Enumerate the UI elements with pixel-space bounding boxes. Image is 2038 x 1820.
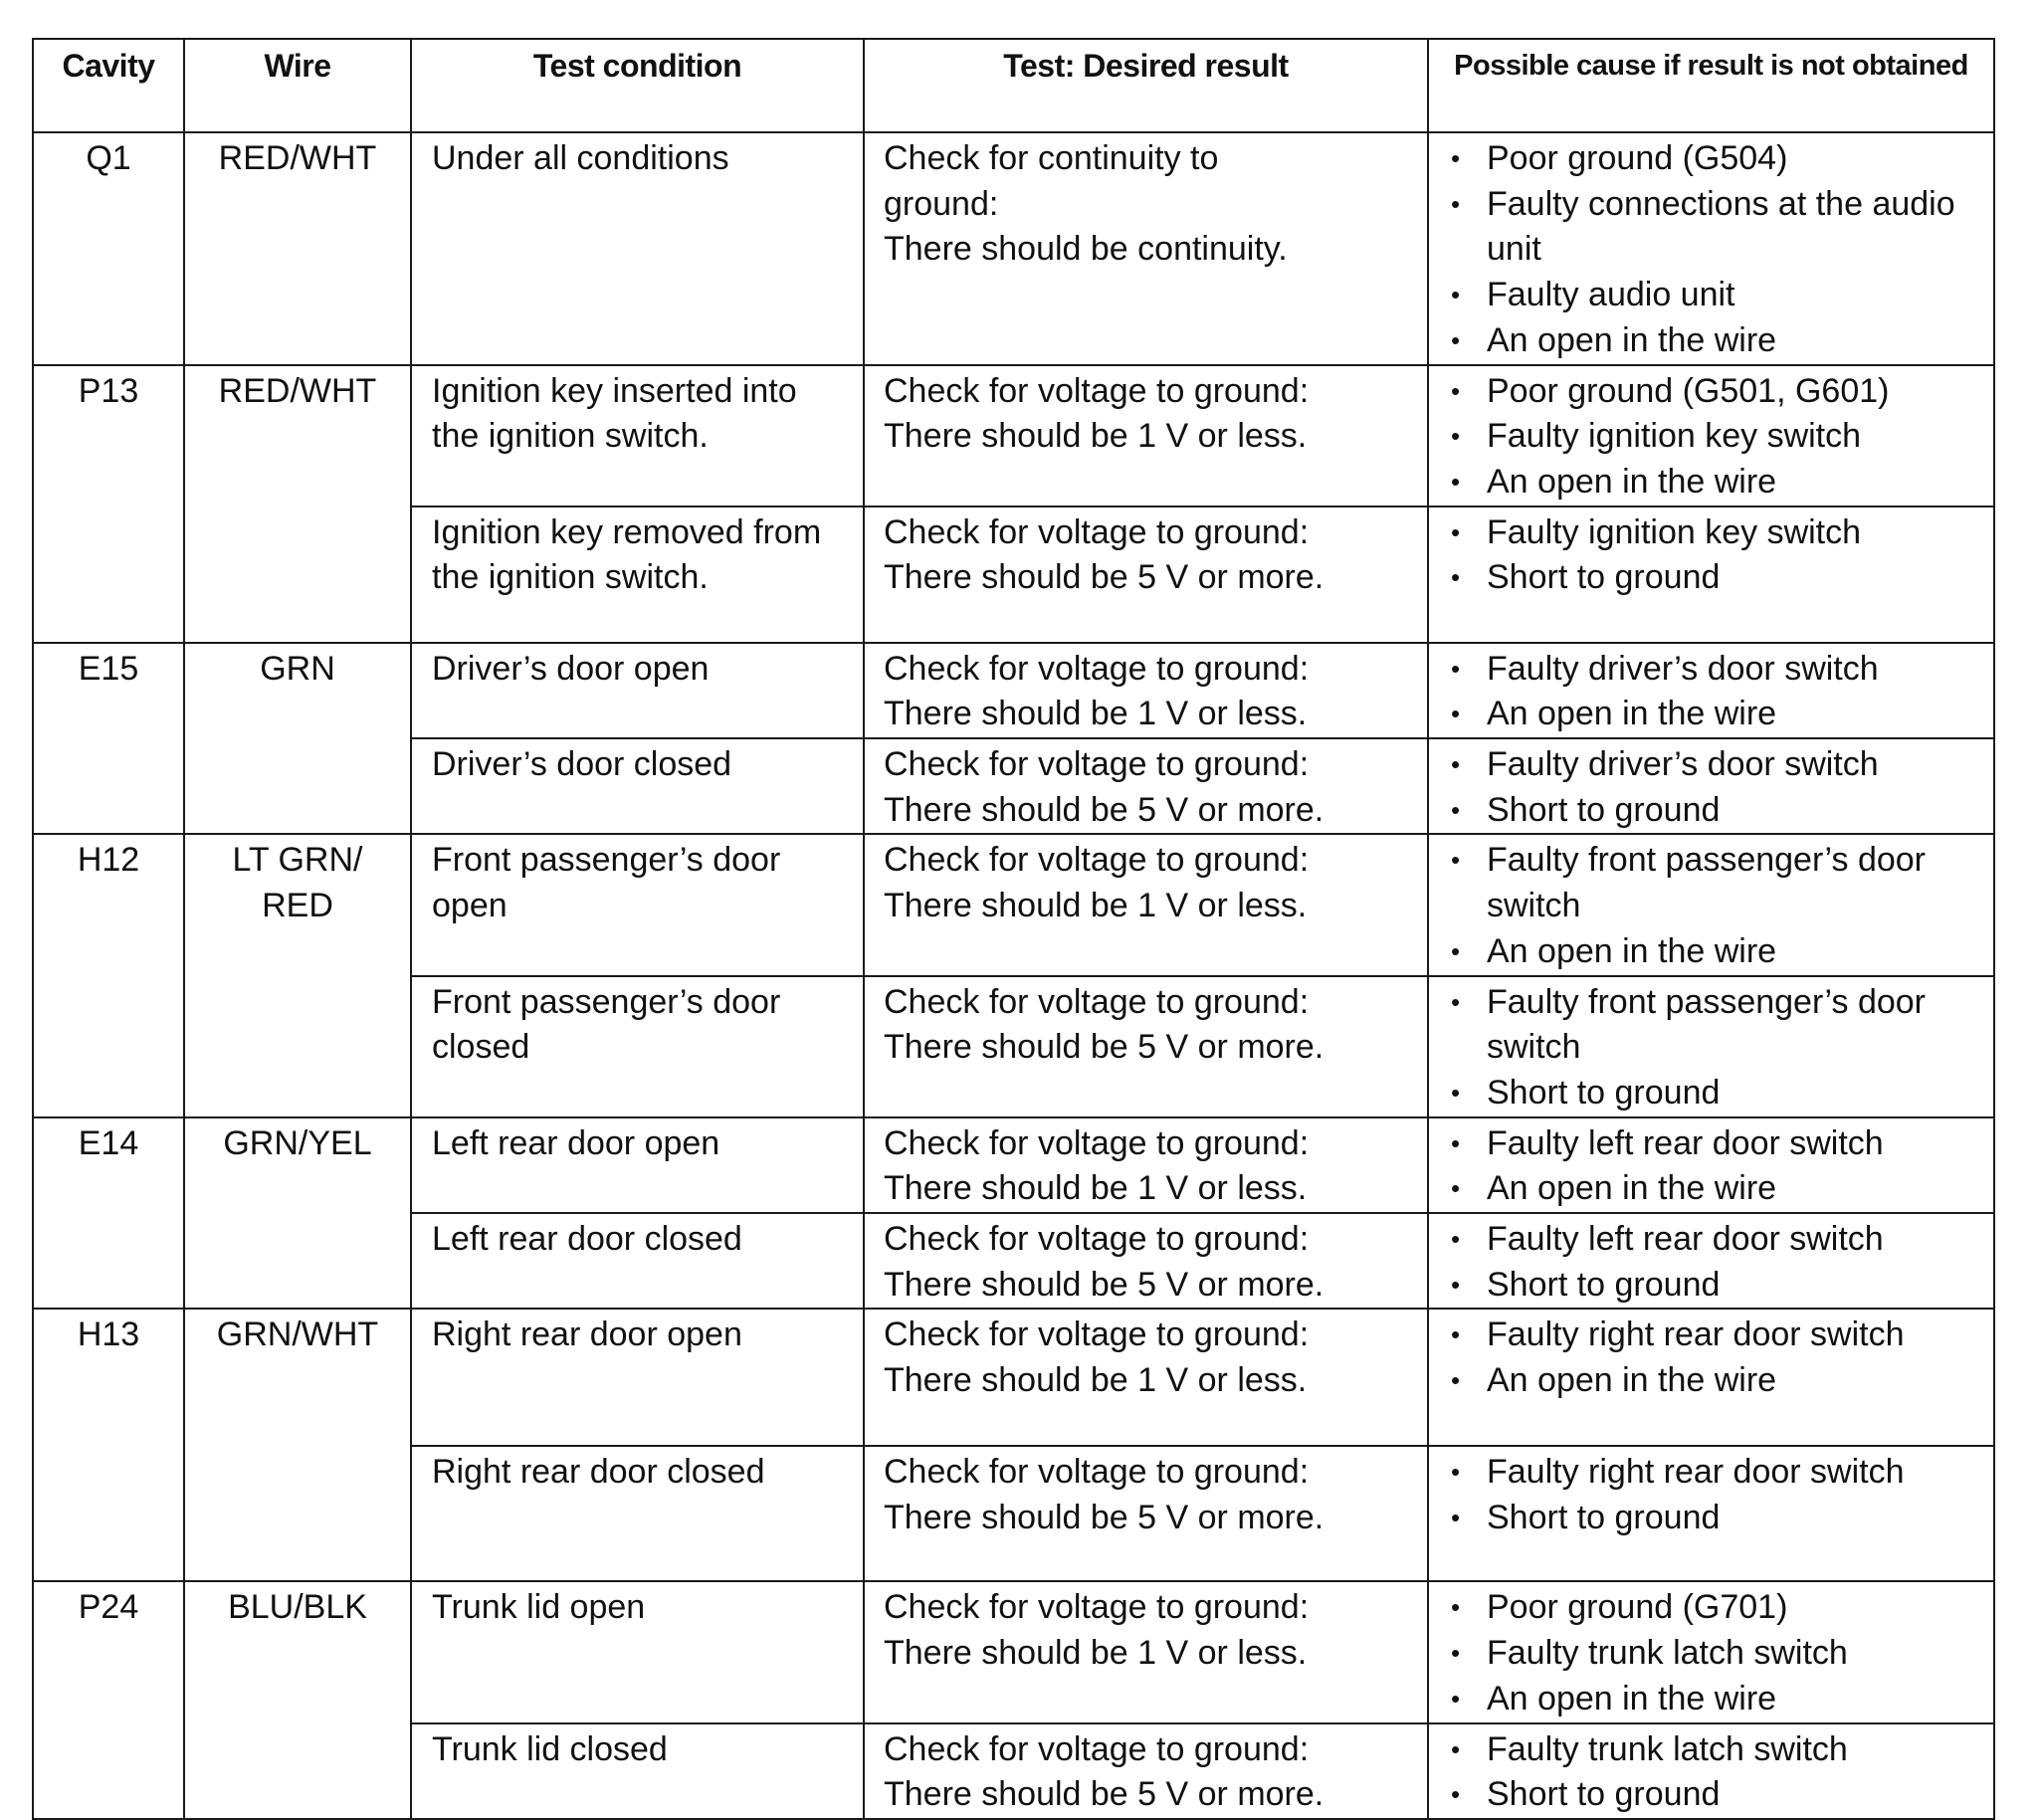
cavity-cell: E14 <box>33 1117 184 1310</box>
desired-result-cell <box>864 1117 1428 1213</box>
header-wire: Wire <box>184 39 411 132</box>
result-line: Check for voltage to ground: <box>884 1123 1310 1162</box>
cause-list-item: • An open in the wire <box>1451 318 1979 364</box>
header-test-condition: Test condition <box>411 39 864 132</box>
cause-list-item: • Faulty ignition key switch <box>1451 414 1979 460</box>
table-row <box>33 132 1994 365</box>
cause-list-item: • Faulty right rear door switch <box>1451 1450 1979 1496</box>
result-line: There should be 1 V or less. <box>884 1634 1308 1673</box>
cause-list-item: • Short to ground <box>1451 555 1979 601</box>
test-condition-cell: Under all conditions <box>411 132 864 365</box>
result-line: There should be 1 V or less. <box>884 887 1308 925</box>
cause-list-item: • Faulty front passenger’s door switch <box>1451 980 1979 1071</box>
result-line: There should be 5 V or more. <box>884 1499 1325 1537</box>
result-line: Check for voltage to ground: <box>884 1588 1310 1627</box>
cause-list-item: • Faulty right rear door switch <box>1451 1313 1979 1358</box>
test-condition-cell: Ignition key inserted into the ignition switch. <box>411 365 864 506</box>
result-line: There should be 1 V or less. <box>884 1169 1308 1208</box>
desired-result-cell <box>864 1213 1428 1309</box>
cause-list-item: • Faulty ignition key switch <box>1451 510 1979 556</box>
test-condition-cell: Driver’s door closed <box>411 738 864 834</box>
possible-cause-cell <box>1428 1446 1994 1581</box>
cause-list-item: • Faulty trunk latch switch <box>1451 1631 1979 1677</box>
header-desired-result: Test: Desired result <box>864 39 1428 132</box>
possible-cause-cell <box>1428 1117 1994 1213</box>
desired-result-cell <box>864 1309 1428 1446</box>
wire-cell: GRN/WHT <box>184 1309 411 1581</box>
test-condition-cell: Trunk lid open <box>411 1581 864 1722</box>
cause-list-item: • Faulty left rear door switch <box>1451 1121 1979 1167</box>
possible-cause-cell <box>1428 976 1994 1117</box>
desired-result-cell <box>864 1581 1428 1722</box>
possible-cause-cell <box>1428 834 1994 975</box>
cause-list-item: • An open in the wire <box>1451 929 1979 975</box>
cause-list-item: • Poor ground (G504) <box>1451 136 1979 182</box>
result-line: There should be 5 V or more. <box>884 558 1325 597</box>
header-possible-cause: Possible cause if result is not obtained <box>1428 39 1994 132</box>
result-line: There should be 5 V or more. <box>884 1775 1325 1814</box>
wire-cell: RED/WHT <box>184 132 411 365</box>
possible-cause-cell <box>1428 1213 1994 1309</box>
header-cavity: Cavity <box>33 39 184 132</box>
troubleshooting-table <box>32 38 1995 1820</box>
result-line: Check for voltage to ground: <box>884 371 1310 410</box>
possible-cause-cell <box>1428 506 1994 643</box>
wire-cell: GRN <box>184 643 411 835</box>
result-line: Check for voltage to ground: <box>884 649 1310 688</box>
desired-result-cell <box>864 365 1428 506</box>
result-line: Check for voltage to ground: <box>884 512 1310 551</box>
desired-result-cell <box>864 1723 1428 1819</box>
table-row <box>33 1581 1994 1722</box>
result-line: There should be 1 V or less. <box>884 1361 1308 1400</box>
result-line: Check for voltage to ground: <box>884 1729 1310 1768</box>
cause-list-item: • Faulty left rear door switch <box>1451 1217 1979 1263</box>
wire-cell: GRN/YEL <box>184 1117 411 1310</box>
cause-list-item: • An open in the wire <box>1451 460 1979 506</box>
result-line: There should be 1 V or less. <box>884 695 1308 733</box>
cavity-cell: Q1 <box>33 132 184 365</box>
test-condition-cell: Left rear door closed <box>411 1213 864 1309</box>
test-condition-cell: Driver’s door open <box>411 643 864 738</box>
possible-cause-cell <box>1428 1581 1994 1722</box>
table-body <box>33 132 1994 1819</box>
wire-cell: BLU/BLK <box>184 1581 411 1819</box>
test-condition-cell: Right rear door open <box>411 1309 864 1446</box>
result-line: ground: <box>884 184 999 223</box>
desired-result-cell <box>864 506 1428 643</box>
cause-list-item: • Faulty driver’s door switch <box>1451 742 1979 788</box>
cavity-cell: H13 <box>33 1309 184 1581</box>
result-line: There should be 5 V or more. <box>884 790 1325 829</box>
test-condition-cell: Ignition key removed from the ignition switch. <box>411 506 864 643</box>
result-line: Check for voltage to ground: <box>884 1220 1310 1259</box>
cause-list-item: • Short to ground <box>1451 1496 1979 1541</box>
possible-cause-cell <box>1428 365 1994 506</box>
desired-result-cell <box>864 1446 1428 1581</box>
cause-list-item: • Short to ground <box>1451 788 1979 834</box>
cause-list-item: • Short to ground <box>1451 1263 1979 1309</box>
table-row <box>33 643 1994 738</box>
cavity-cell: P24 <box>33 1581 184 1819</box>
cause-list-item: • Poor ground (G501, G601) <box>1451 369 1979 415</box>
possible-cause-cell <box>1428 1309 1994 1446</box>
cause-list-item: • An open in the wire <box>1451 692 1979 737</box>
possible-cause-cell <box>1428 1723 1994 1819</box>
header-row <box>33 39 1994 132</box>
cause-list-item: • Poor ground (G701) <box>1451 1585 1979 1631</box>
result-line: There should be 1 V or less. <box>884 417 1308 456</box>
cavity-cell: H12 <box>33 834 184 1116</box>
possible-cause-cell <box>1428 643 1994 738</box>
cavity-cell: E15 <box>33 643 184 835</box>
cause-list-item: • Faulty connections at the audio unit <box>1451 182 1979 273</box>
result-line: Check for continuity to <box>884 139 1219 177</box>
result-line: Check for voltage to ground: <box>884 982 1310 1021</box>
test-condition-cell: Right rear door closed <box>411 1446 864 1581</box>
cavity-cell: P13 <box>33 365 184 643</box>
result-line: Check for voltage to ground: <box>884 841 1310 880</box>
result-line: Check for voltage to ground: <box>884 1453 1310 1492</box>
cause-list-item: • Faulty trunk latch switch <box>1451 1727 1979 1773</box>
cause-list-item: • An open in the wire <box>1451 1166 1979 1212</box>
cause-list-item: • An open in the wire <box>1451 1677 1979 1722</box>
result-line: Check for voltage to ground: <box>884 745 1310 784</box>
desired-result-cell <box>864 738 1428 834</box>
table-row <box>33 834 1994 975</box>
cause-list-item: • Faulty audio unit <box>1451 273 1979 318</box>
desired-result-cell <box>864 834 1428 975</box>
possible-cause-cell <box>1428 132 1994 365</box>
possible-cause-cell <box>1428 738 1994 834</box>
desired-result-cell <box>864 976 1428 1117</box>
desired-result-cell <box>864 643 1428 738</box>
result-line: There should be continuity. <box>884 230 1288 269</box>
cause-list-item: • Short to ground <box>1451 1772 1979 1818</box>
test-condition-cell: Front passenger’s door closed <box>411 976 864 1117</box>
test-condition-cell: Front passenger’s door open <box>411 834 864 975</box>
cause-list-item: • Faulty driver’s door switch <box>1451 647 1979 693</box>
test-condition-cell: Left rear door open <box>411 1117 864 1213</box>
cause-list-item: • An open in the wire <box>1451 1358 1979 1404</box>
wire-cell: LT GRN/ RED <box>184 834 411 1116</box>
cause-list-item: • Short to ground <box>1451 1071 1979 1116</box>
result-line: There should be 5 V or more. <box>884 1265 1325 1304</box>
result-line: Check for voltage to ground: <box>884 1315 1310 1354</box>
table-row <box>33 365 1994 506</box>
test-condition-cell: Trunk lid closed <box>411 1723 864 1819</box>
desired-result-cell <box>864 132 1428 365</box>
wire-cell: RED/WHT <box>184 365 411 643</box>
cause-list-item: • Faulty front passenger’s door switch <box>1451 838 1979 928</box>
table-row <box>33 1309 1994 1446</box>
table-row <box>33 1117 1994 1213</box>
result-line: There should be 5 V or more. <box>884 1028 1325 1067</box>
